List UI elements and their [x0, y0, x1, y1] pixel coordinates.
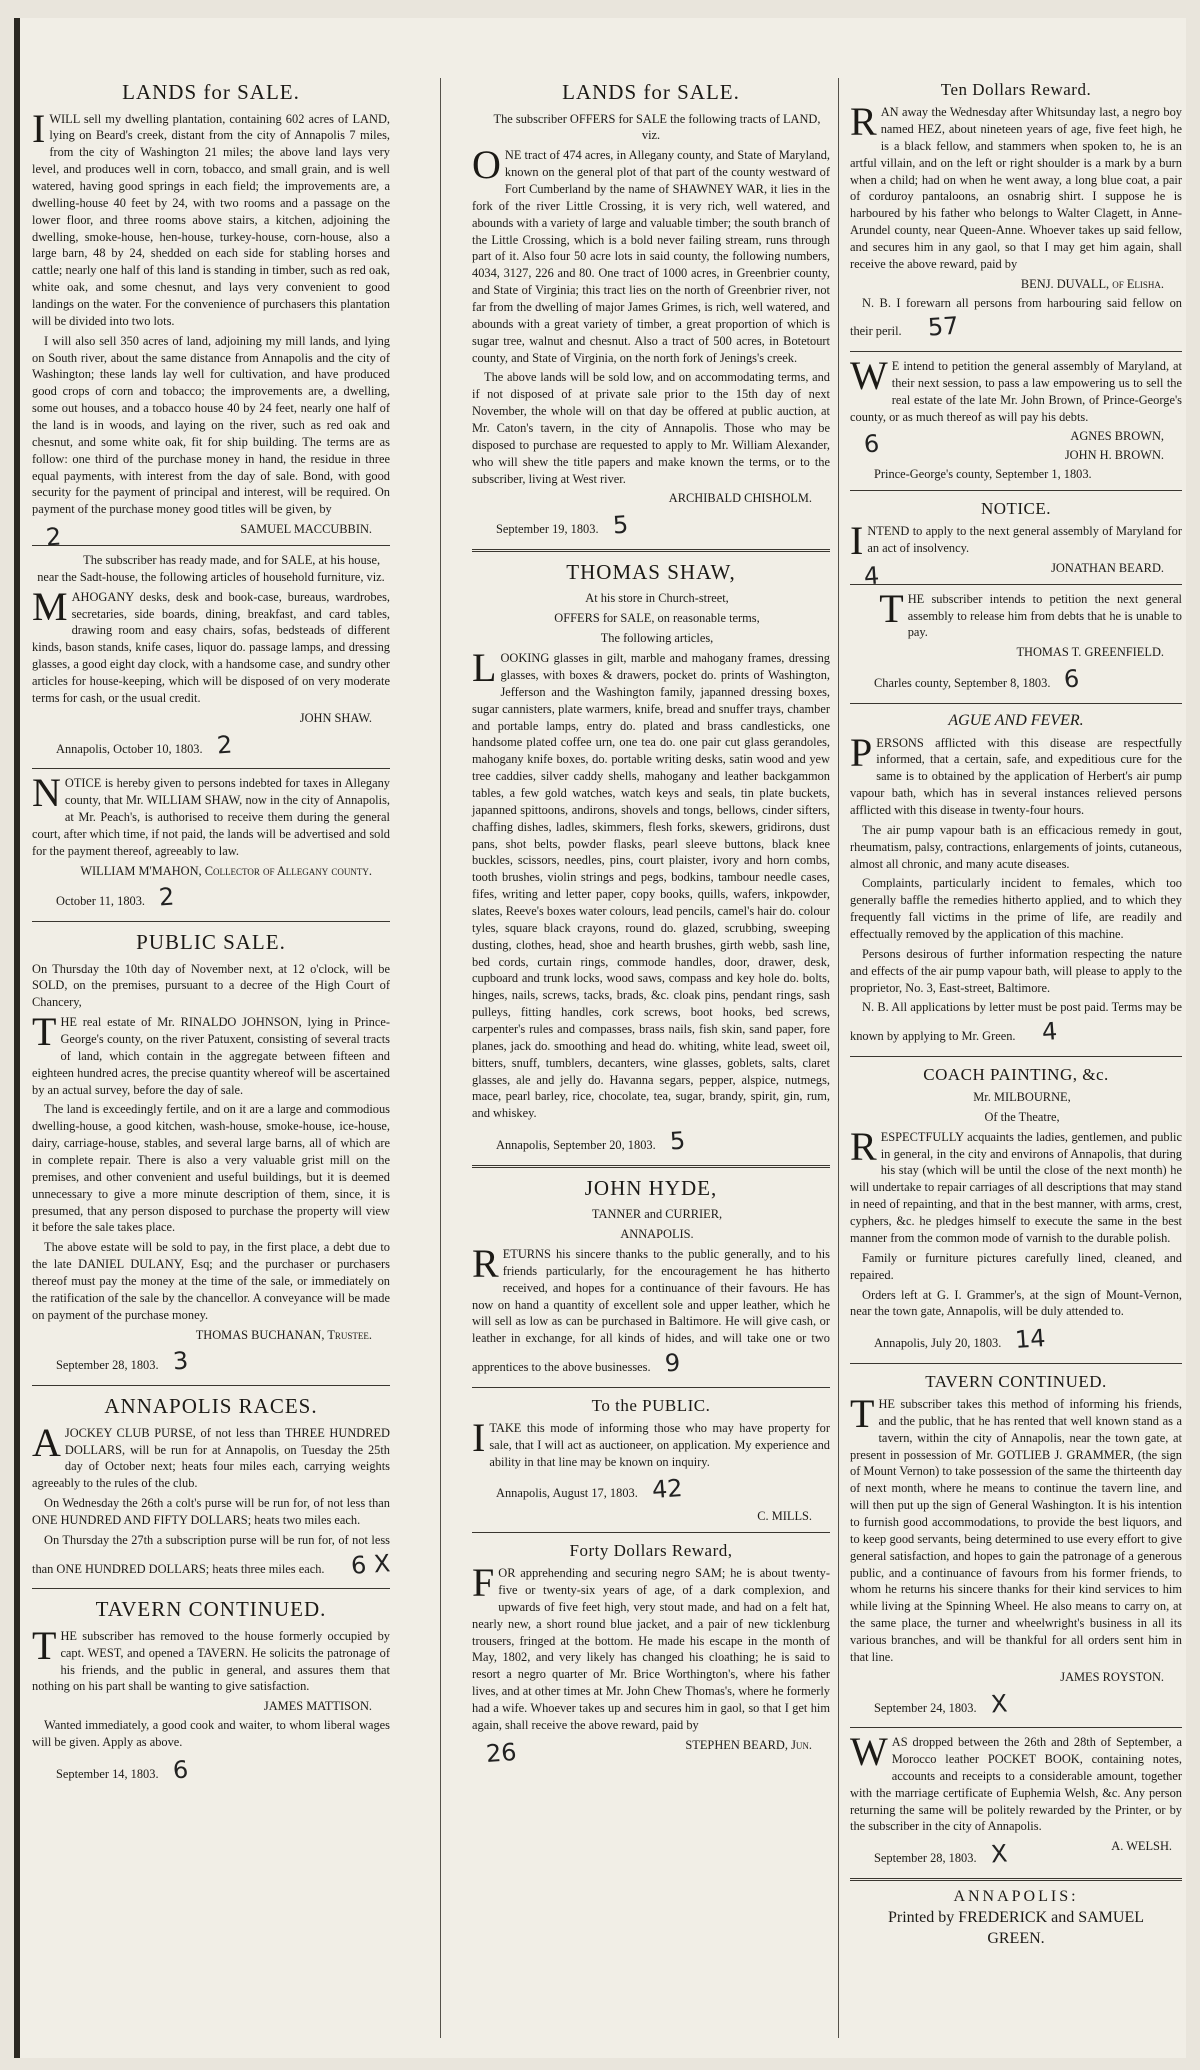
divider	[850, 490, 1182, 491]
ad-petition-brown	[850, 353, 1182, 483]
ad-subheading: Mr. MILBOURNE,	[973, 1090, 1071, 1105]
handwritten-mark: X	[989, 1689, 1008, 1719]
ad-body: NTEND to apply to the next general assembly of Maryland for an act of insolvency.	[867, 524, 1182, 556]
handwritten-mark: 6	[171, 1755, 189, 1785]
ad-body: AN away the Wednesday after Whitsunday last, a negro boy named HEZ, about nineteen years of age, five feet high, he is a black fellow, and stammers when spoken to, he is an artful villain, and on the left or right shoulder is a mark by a burn when a child; had on when he went away, a long blue coat, a pair of corduroy pantaloons, an osnabrig shirt. I suppose he is harboured by his father who belongs to Walter Clagett, in Anne-Arundel county, near Queen-Anne. Whoever takes up said fellow, and secures him in any gaol, so that I may get him again, shall receive the above reward, paid by	[850, 105, 1182, 271]
handwritten-mark: 2	[215, 730, 233, 760]
ad-body: I will also sell 350 acres of land, adjoining my mill lands, and lying on South river, about the same distance from Annapolis and the city of Washington; these lands lay well for cultivation, and have produced good crops of corn and tobacco; the improvements are, a dwelling, some out houses, and a tobacco house 40 by 24 feet, nearly one half of the land is in woods, and laying on the river, such as red oak and chesnut, and some white oak, fit for ship building. The terms are as follow: one third of the purchase money in hand, the residue in three equal payments, with interest from the day of sale. Bond, with good security for the payment of principal and interest, will be required. On payment of the purchase money good titles will be given, by	[32, 333, 390, 517]
signature: THOMAS BUCHANAN, Trustee.	[195, 1327, 372, 1342]
ad-body: On Thursday the 27th a subscription purse will be run for, of not less than ONE HUNDRED DOLLARS; heats three miles each.	[32, 1532, 390, 1576]
dateline: Prince-George's county, September 1, 1803.	[874, 467, 1092, 482]
ad-body: E intend to petition the general assembly of Maryland, at their next session, to pass a law empowering us to sell the real estate of the late Mr. John Brown, of Prince-George's county, or as much thereof as will pay his debts.	[850, 359, 1182, 424]
divider	[472, 549, 830, 552]
ad-pocket-book-lost	[850, 1729, 1182, 1871]
printer-imprint	[850, 1887, 1182, 1949]
ad-heading: TAVERN CONTINUED.	[925, 1371, 1107, 1391]
signature: THOMAS T. GREENFIELD.	[1016, 645, 1164, 660]
ad-subheading: OFFERS for SALE, on reasonable terms,	[554, 611, 760, 626]
handwritten-mark: 6	[863, 429, 881, 459]
dateline: Annapolis, October 10, 1803.	[56, 741, 203, 756]
divider	[472, 1532, 830, 1533]
dateline: September 19, 1803.	[496, 522, 599, 537]
ad-body: N. B. All applications by letter must be post paid. Terms may be known by applying to Mr. Green.	[850, 1000, 1182, 1044]
signature: WILLIAM M'MAHON, Collector of Allegany county.	[80, 863, 372, 878]
handwritten-mark: 6 X	[349, 1548, 391, 1580]
dropcap: R	[850, 99, 877, 145]
divider	[32, 1385, 390, 1386]
handwritten-mark: 14	[1014, 1324, 1047, 1355]
ad-thomas-shaw	[472, 558, 830, 1158]
handwritten-mark: 5	[668, 1126, 686, 1156]
ad-ten-dollars-reward	[850, 78, 1182, 344]
ad-heading: LANDS for SALE.	[122, 80, 300, 104]
ad-subheading: ANNAPOLIS.	[620, 1227, 694, 1242]
dropcap: T	[850, 1390, 875, 1436]
dropcap: I	[850, 518, 864, 564]
ad-heading: AGUE AND FEVER.	[948, 711, 1084, 729]
divider	[850, 703, 1182, 704]
divider	[32, 545, 390, 546]
ad-body: HE subscriber intends to petition the next general assembly to release him from debts that he is unable to pay.	[907, 591, 1182, 640]
divider	[32, 768, 390, 769]
ad-heading: THOMAS SHAW,	[566, 559, 736, 584]
handwritten-mark: X	[989, 1839, 1008, 1869]
signature: AGNES BROWN,	[1070, 429, 1164, 444]
divider	[850, 1727, 1182, 1728]
ad-body: The land is exceedingly fertile, and on it are a large and commodious dwelling-house, a good kitchen, wash-house, smoke-house, ice-house, dairy, carriage-house, stables, and several large barns, all of which are in complete repair. There is also a very valuable grist mill on the premises, and other convenient and useful buildings, but it is deemed unnecessary to give a more minute description of them, since, it is presumed, that any person disposed to purchase the property will view it before the sale takes place.	[32, 1102, 390, 1235]
dropcap: W	[850, 353, 888, 399]
signature: BENJ. DUVALL, of Elisha.	[1020, 276, 1164, 291]
ad-body: HE subscriber has removed to the house formerly occupied by capt. WEST, and opened a TAVERN. He solicits the patronage of his friends, and the public in general, and assures them that nothing on his part shall be wanting to give satisfaction.	[32, 1628, 390, 1694]
ad-body: WILL sell my dwelling plantation, containing 602 acres of LAND, lying on Beard's creek, distant from the city of Annapolis 7 miles, from the city of Washington 21 miles; the above land lays very level, and produces well in corn, tobacco, and small grain, and is well watered, having good springs in each field; the improvements are, a dwelling-house 40 feet by 24, with two rooms and a passage on the lower floor, and three rooms above stairs, a kitchen, adjoining the dwelling, smoke-house, hen-house, turkey-house, corn-house, also a large barn, 48 by 24, shedded on each side for stabling horses and cattle; nearly one half of this land is standing in timber, such as red oak, white oak, and some chesnut, and lays very convenient to good landings on the water. For the convenience of purchasers this plantation will be divided into two lots.	[32, 111, 390, 328]
handwritten-mark: 42	[650, 1474, 684, 1505]
ad-tavern-royston	[850, 1370, 1182, 1720]
dropcap: R	[850, 1123, 877, 1169]
divider	[850, 1363, 1182, 1364]
ad-body: HE subscriber takes this method of informing his friends, and the public, that he has rented that well known stand as a tavern, within the city of Annapolis, near the town gate, at present in possession of Mr. GOTLIEB J. GRAMMER, (the sign of Mount Vernon) to take possession of the same the thirteenth day of next month, where he means to continue the tavern line, and will then put up the sign of General Washington. It is his intention to furnish good accommodations, to provide the best liquors, and to keep good servants, being determined to use every effort to give general satisfaction, and hopes to gain the patronage of a generous public, and a continuance of favours from his former friends, to whom he returns his sincere thanks for their kind services to him while living at the Spinning Wheel. He also means to carry on, at the same place, the turner and wheelwright's business in all its various branches, and will be thankful for all orders sent him in that line.	[850, 1396, 1182, 1664]
divider	[850, 1056, 1182, 1057]
ad-body: Orders left at G. I. Grammer's, at the sign of Mount-Vernon, near the town gate, Annapolis, will be duly attended to.	[850, 1287, 1182, 1319]
dropcap: M	[32, 583, 68, 629]
handwritten-mark: 2	[158, 882, 176, 912]
ad-heading: ANNAPOLIS RACES.	[104, 1394, 318, 1419]
dropcap: I	[472, 1414, 486, 1460]
signature: SAMUEL MACCUBBIN.	[240, 522, 372, 537]
dateline: September 24, 1803.	[874, 1700, 977, 1715]
signature: ARCHIBALD CHISHOLM.	[668, 491, 812, 506]
dropcap: L	[472, 645, 497, 691]
signature: A. WELSH.	[1111, 1839, 1172, 1854]
divider	[472, 1387, 830, 1388]
ad-body: Complaints, particularly incident to females, which too generally baffle the remedies hitherto applied, and to which they frequently fall victims in the prime of life, are readily and effectually removed by the application of this machine.	[850, 876, 1182, 942]
ad-body: On Wednesday the 26th a colt's purse will be run for, of not less than ONE HUNDRED AND FIFTY DOLLARS; heats two miles each.	[32, 1496, 390, 1527]
divider	[850, 351, 1182, 352]
dropcap: T	[32, 1009, 57, 1055]
ad-body: ETURNS his sincere thanks to the public generally, and to his friends particularly, for the encouragement he has hitherto received, and hopes for a continuance of their favours. He has now on hand a quantity of excellent sole and upper leather, which he will sell as low as can be purchased in Baltimore. He will give cash, or leather in exchange, for all kinds of hides, and will take one or two apprentices to the above businesses.	[472, 1247, 830, 1375]
ad-body: The above lands will be sold low, and on accommodating terms, and if not disposed of at private sale prior to the 15th day of next November, the whole will on that day be offered at public auction, at Mr. Caton's tavern, in the city of Annapolis. Those who may be disposed to purchase are requested to apply to Mr. William Alexander, who will shew the title papers and make known the terms, or to the subscriber, living at West river.	[472, 370, 830, 486]
ad-heading: JOHN HYDE,	[584, 1175, 718, 1200]
dateline: Annapolis, July 20, 1803.	[874, 1336, 1002, 1351]
ad-subheading: TANNER and CURRIER,	[591, 1207, 723, 1222]
handwritten-mark: 3	[171, 1346, 189, 1376]
ad-body: HE real estate of Mr. RINALDO JOHNSON, lying in Prince-George's county, on the river Patuxent, consisting of several tracts of land, which contain in the aggregate between fifteen and eighteen hundred acres, the precise quantity whereof will be ascertained by an actual survey, before the day of sale.	[32, 1015, 390, 1097]
handwritten-mark: 5	[611, 510, 629, 540]
column-rule	[440, 78, 441, 2038]
divider	[850, 1878, 1182, 1881]
handwritten-mark: 4	[1040, 1017, 1058, 1047]
ad-subheading: Of the Theatre,	[984, 1109, 1060, 1124]
ad-coach-painting	[850, 1063, 1182, 1356]
dateline: September 28, 1803.	[56, 1358, 159, 1373]
ad-body: Persons desirous of further information respecting the nature and effects of the air pump vapour bath, will please to apply to the proprietor, No. 3, East-street, Baltimore.	[850, 946, 1182, 995]
ad-ague-and-fever	[850, 710, 1182, 1049]
ad-body: N. B. I forewarn all persons from harbouring said fellow on their peril.	[850, 295, 1182, 339]
dateline: Charles county, September 8, 1803.	[874, 676, 1051, 691]
handwritten-mark: 26	[485, 1737, 518, 1768]
dropcap: F	[472, 1560, 495, 1606]
divider	[32, 921, 390, 922]
imprint-printer: Printed by FREDERICK and SAMUEL	[888, 1908, 1144, 1926]
ad-body: ERSONS afflicted with this disease are respectfully informed, that a certain, safe, and expeditious cure for the same is to obtained by the application of Herbert's air pump vapour bath, which has in several instances relieved persons afflicted with this disease in twenty-four hours.	[850, 735, 1182, 817]
signature: JONATHAN BEARD.	[1051, 560, 1164, 575]
ad-subheading: At his store in Church-street,	[585, 591, 729, 606]
dateline: October 11, 1803.	[56, 894, 146, 909]
ad-intro: The subscriber has ready made, and for SALE, at his house, near the Sadt-house, the following articles of household furniture, viz.	[37, 553, 385, 584]
ad-heading: PUBLIC SALE.	[136, 930, 286, 955]
ad-greenfield	[850, 585, 1182, 696]
dropcap: I	[32, 105, 46, 151]
dropcap: N	[32, 770, 61, 816]
dropcap: A	[32, 1419, 61, 1465]
ad-furniture-john-shaw	[32, 552, 390, 761]
divider	[472, 1165, 830, 1168]
ad-notice-taxes	[32, 770, 390, 914]
ad-heading: TAVERN CONTINUED.	[95, 1597, 327, 1622]
ad-body: Family or furniture pictures carefully lined, cleaned, and repaired.	[850, 1250, 1182, 1282]
dropcap: R	[472, 1241, 499, 1287]
dateline: Annapolis, September 20, 1803.	[496, 1138, 656, 1153]
ad-body: Wanted immediately, a good cook and waiter, to whom liberal wages will be given. Apply as above.	[32, 1718, 390, 1749]
ad-subheading: The following articles,	[600, 631, 714, 646]
ad-heading: Ten Dollars Reward.	[940, 80, 1092, 99]
ad-public-sale	[32, 928, 390, 1378]
ad-body: OOKING glasses in gilt, marble and mahogany frames, dressing glasses, with boxes & drawers, pocket do. prints of Washington, Jefferson and the Washington family, japanned dressing boxes, sugar cannisters, plate warmers, knife, bread and snuffer trays, chamber and portable lamps, entry do. plated and brass candlesticks, one handsome plated coffee urn, one tea do. one pair cut glass gerandoles, mahogany knife boxes, do. portable writing desks, satin wood and yew tree caddies, silver caddy shells, mahogany and leather backgammon tables, a few gold watches, watch keys and seals, tin plate buckets, japanned spittoons, andirons, shovels and tongs, bellows, cinder sifters, chaffing dishes, ladles, skimmers, flesh forks, skewers, gridirons, dust pans, shot belts, powder flasks, pearl sleeve buttons, black knee buckles, scissors, needles, pins, court plaister, ivory and horn combs, tooth brushes, violin strings and pegs, bodkins, tambour needle cases, fifes, writing and letter paper, copy books, quills, wafers, inkpowder, slates, Reeve's boxes water colours, lead pencils, camel's hair do. colour tyles, square black crayons, round do. glazed, scrubbing, sweeping dusting, clothes, head, shoe and hearth brushes, girth webb, sash line, bed cords, curtain rings, commode handles, door, drawer, desk, cupboard and trunk locks, wood saws, compass and key hole do. bolts, hinges, nails, screws, tacks, brads, &c. cloak pins, pendant rings, sash pulleys, fitting handles, cork screws, boot hooks, bed screws, carpenter's rules and compasses, brass nails, fish skin, sand paper, fore planes, jack do. smoothing and head do. whiting, white lead, sweet oil, bitters, snuff, tumblers, decanters, wine glasses, goblets, salts, claret glasses, ale and jelly do. Havanna segars, pepper, alspice, nutmegs, mace, pearl barley, rice, chocolate, tea, sugar, brandy, spirit, gin, rum, and whiskey.	[472, 651, 830, 1121]
imprint-city: ANNAPOLIS:	[953, 1887, 1079, 1905]
ad-body: The above estate will be sold to pay, in the first place, a debt due to the late DANIEL DULANY, Esq; and the purchaser or purchasers thereof must pay the money at the time of the sale, or immediately on the ratification of the sale by the chancellor. A conveyance will be made on payment of the purchase money.	[32, 1240, 390, 1322]
signature: JAMES MATTISON.	[263, 1699, 372, 1714]
ad-john-hyde	[472, 1174, 830, 1380]
column-3	[850, 78, 1182, 1949]
newspaper-page	[14, 18, 1186, 2058]
ad-to-the-public	[472, 1394, 830, 1525]
dateline: September 14, 1803.	[56, 1766, 159, 1781]
ad-body: TAKE this mode of informing those who may have property for sale, that I will act as auctioneer, on application. My experience and ability in that line may be known on inquiry.	[489, 1420, 830, 1469]
signature: JOHN SHAW.	[299, 710, 372, 725]
imprint-printer: GREEN.	[987, 1929, 1045, 1947]
dropcap: T	[879, 585, 904, 631]
ad-heading: LANDS for SALE.	[562, 80, 740, 104]
divider	[32, 1588, 390, 1589]
ad-forty-dollars-reward	[472, 1539, 830, 1768]
signature: JAMES ROYSTON.	[1060, 1669, 1164, 1684]
ad-notice-beard	[850, 497, 1182, 591]
signature: JOHN H. BROWN.	[1064, 448, 1164, 463]
ad-lands-for-sale-maccubbin	[32, 78, 390, 552]
ad-body: OTICE is hereby given to persons indebted for taxes in Allegany county, that Mr. WILLIAM SHAW, now in the city of Annapolis, at Mr. Peach's, is authorised to receive them during the general court, after which time, if not paid, the lands will be advertised and sold for the payment thereof, agreeably to law.	[32, 776, 390, 858]
ad-body: JOCKEY CLUB PURSE, of not less than THREE HUNDRED DOLLARS, will be run for at Annapolis, on Tuesday the 25th day of October next; heats four miles each, carrying weights agreeably to the rules of the club.	[32, 1425, 390, 1491]
handwritten-mark: 9	[663, 1348, 681, 1378]
ad-intro: The subscriber OFFERS for SALE the following tracts of LAND, viz.	[493, 111, 821, 143]
column-2	[472, 78, 830, 1769]
dropcap: P	[850, 729, 873, 775]
dropcap: W	[850, 1729, 888, 1775]
ad-intro: On Thursday the 10th day of November next, at 12 o'clock, will be SOLD, on the premises, pursuant to a decree of the High Court of Chancery,	[32, 961, 390, 1010]
column-rule	[838, 78, 839, 2038]
signature: STEPHEN BEARD, Jun.	[685, 1737, 812, 1752]
ad-body: NE tract of 474 acres, in Allegany county, and State of Maryland, known on the general plot of that part of the county westward of Fort Cumberland by the name of SHAWNEY WAR, it lies in the fork of the river Little Crossing, it is very rich, well watered, and abounds with a variety of large and valuable timber; the south branch of the Little Crossing, which is a bold never failing stream, runs through part of it. Also four 50 acre lots in said county, the following numbers, 4034, 3127, 226 and 80. One tract of 1000 acres, in Greenbrier county, and State of Virginia; this tract lies on the north of Greenbrier river, not far from the dwelling of major James Grimes, is rich, well watered, and abounds with a great variety of timber, a great proportion of which is sugar tree, walnut and chesnut. Also a tract of 500 acres, in Botetourt county, and State of Virginia, on the north fork of Jenings's creek.	[472, 148, 830, 365]
handwritten-mark: 57	[926, 311, 960, 343]
handwritten-mark: 2	[45, 522, 63, 552]
ad-heading: To the PUBLIC.	[591, 1395, 711, 1415]
column-1	[32, 78, 390, 1793]
ad-body: The air pump vapour bath is an efficacious remedy in gout, rheumatism, palsy, contractions, enlargements of joints, cutaneous, almost all chronic, and many acute diseases.	[850, 822, 1182, 871]
ad-heading: Forty Dollars Reward,	[569, 1540, 733, 1560]
dropcap: T	[32, 1622, 57, 1668]
ad-lands-for-sale-chisholm	[472, 78, 830, 542]
ad-tavern-mattison	[32, 1595, 390, 1786]
dateline: Annapolis, August 17, 1803.	[496, 1486, 638, 1501]
ad-body: OR apprehending and securing negro SAM; he is about twenty-five or twenty-six years of age, of a dark complexion, and upwards of five feet high, very stout made, and had on a felt hat, nearly new, a short round blue jacket, and a pair of new ticklenburg trousers, fringed at the bottom. He made his escape in the month of May, 1802, and very likely has changed his cloathing; he is said to resort a negro quarter of Mr. Brice Worthington's, where his father lives, and at other times at Mr. John Chew Thomas's, where he formerly had a wife. Whoever takes up and secures him in gaol, so that I get him again, shall receive the above reward, paid by	[472, 1566, 830, 1732]
dropcap: O	[472, 142, 501, 188]
dateline: September 28, 1803.	[874, 1851, 977, 1866]
ad-heading: COACH PAINTING, &c.	[923, 1064, 1109, 1084]
ad-body: AS dropped between the 26th and 28th of September, a Morocco leather POCKET BOOK, containing notes, accounts and receipts to a considerable amount, together with the marriage certificate of Euphemia Welsh, &c. Any person returning the same will be politely rewarded by the Printer, or by the subscriber in the city of Annapolis.	[850, 1735, 1182, 1834]
ad-body: AHOGANY desks, desk and book-case, bureaus, wardrobes, secretaries, side boards, dining, breakfast, and card tables, drawing room and easy chairs, sofas, bedsteads of different kinds, bason stands, knife cases, liquor do. passage lamps, and dressing glasses, a good eight day clock, with a handsome case, and sundry other articles for house-keeping, which will be disposed of on very moderate terms for cash, or the usual credit.	[32, 589, 390, 705]
ad-annapolis-races	[32, 1392, 390, 1581]
divider	[850, 584, 1182, 585]
ad-body: ESPECTFULLY acquaints the ladies, gentlemen, and public in general, in the city and environs of Annapolis, that during his stay (which will be until the close of the next month) he will undertake to repair carriages of all descriptions that may stand in need of repainting, and that in the best manner, with arms, crest, cyphers, &c. he pledges himself to execute the same in the best manner from the common mode of varnish to the durable polish.	[850, 1129, 1182, 1245]
signature: C. MILLS.	[757, 1509, 812, 1524]
handwritten-mark: 4	[863, 561, 881, 591]
handwritten-mark: 6	[1063, 664, 1081, 694]
ad-heading: NOTICE.	[980, 499, 1052, 519]
